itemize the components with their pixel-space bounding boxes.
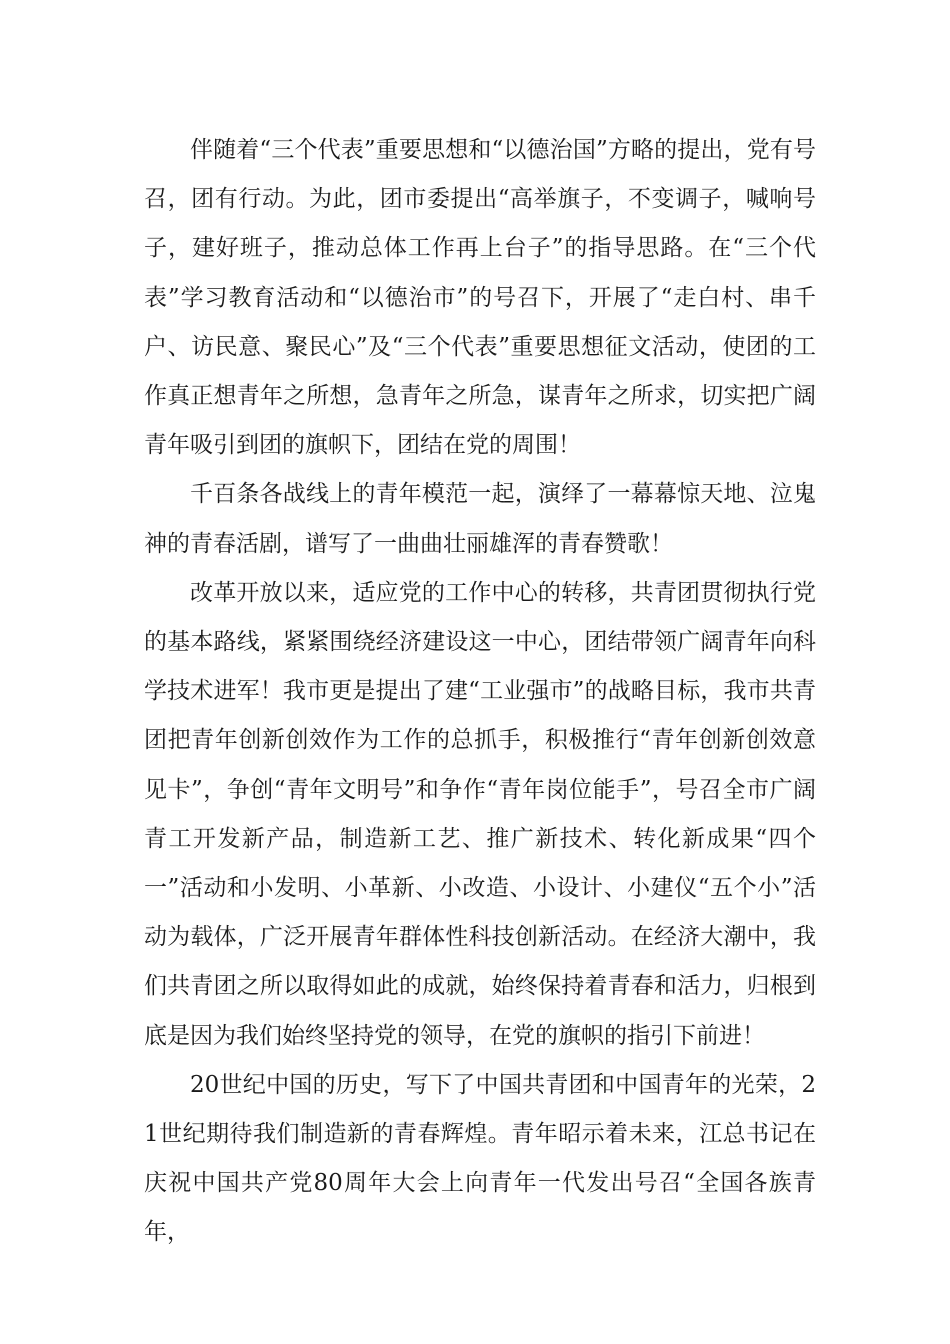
paragraph-2: 千百条各战线上的青年模范一起，演绎了一幕幕惊天地、泣鬼神的青春活剧，谱写了一曲曲壮丽雄浑的青春赞歌！ bbox=[144, 481, 816, 557]
paragraph-1: 伴随着“三个代表”重要思想和“以德治国”方略的提出，党有号召，团有行动。为此，团市委提出“高举旗子，不变调子，喊响号子，建好班子，推动总体工作再上台子”的指导思路。在“三个代表”学习教育活动和“以德治市”的号召下，开展了“走白村、串千户、访民意、聚民心”及“三个代表”重要思想征文活动，使团的工作真正想青年之所想，急青年之所急，谋青年之所求，切实把广阔青年吸引到团的旗帜下，团结在党的周围！ bbox=[144, 137, 816, 459]
document-body bbox=[144, 126, 816, 1258]
paragraph-3: 改革开放以来，适应党的工作中心的转移，共青团贯彻执行党的基本路线，紧紧围绕经济建设这一中心，团结带领广阔青年向科学技术进军！我市更是提出了建“工业强市”的战略目标，我市共青团把青年创新创效作为工作的总抓手，积极推行“青年创新创效意见卡”，争创“青年文明号”和争作“青年岗位能手”，号召全市广阔青工开发新产品，制造新工艺、推广新技术、转化新成果“四个一”活动和小发明、小革新、小改造、小设计、小建仪“五个小”活动为载体，广泛开展青年群体性科技创新活动。在经济大潮中，我们共青团之所以取得如此的成就，始终保持着青春和活力，归根到底是因为我们始终坚持党的领导，在党的旗帜的指引下前进！ bbox=[144, 579, 816, 1049]
paragraph-4: 20世纪中国的历史，写下了中国共青团和中国青年的光荣，21世纪期待我们制造新的青春辉煌。青年昭示着未来，江总书记在庆祝中国共产党80周年大会上向青年一代发出号召“全国各族青年， bbox=[144, 1071, 816, 1246]
